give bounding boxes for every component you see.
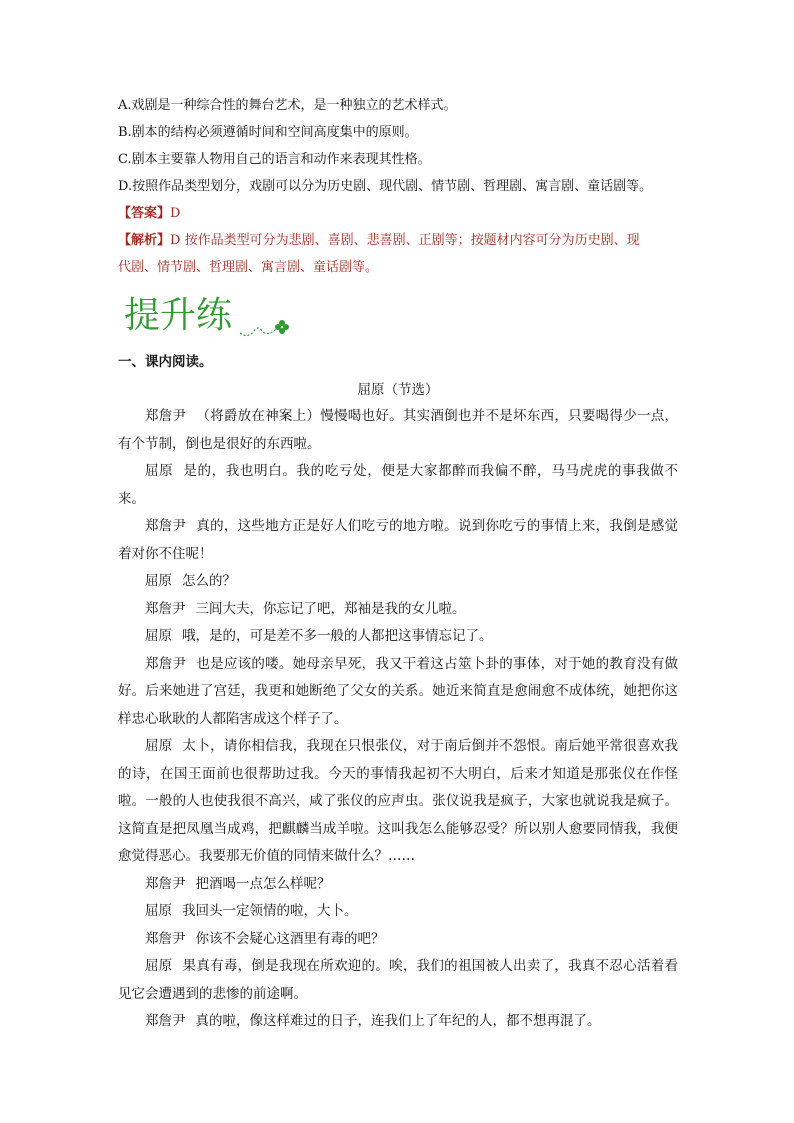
banner-swirl xyxy=(240,328,276,336)
speech: 是的，我也明白。我的吃亏处，便是大家都醉而我偏不醉，马马虎虎的事我做不来。 xyxy=(118,463,679,507)
dialogue-line xyxy=(118,458,678,513)
clover-icon xyxy=(275,320,289,334)
analysis-label: 【解析】 xyxy=(118,233,171,248)
speaker: 屈原 xyxy=(145,628,172,644)
passage-title: 屈原（节选） xyxy=(357,382,439,398)
option-b: B.剧本的结构必须遵循时间和空间高度集中的原则。 xyxy=(118,125,418,140)
dialogue-line xyxy=(118,568,678,596)
speaker: 郑詹尹 xyxy=(145,600,186,617)
speaker: 郑詹尹 xyxy=(145,518,187,534)
speaker: 屈原 xyxy=(145,958,173,974)
dialogue-line xyxy=(118,953,678,1008)
analysis-text-1: D 按作品类型可分为悲剧、喜剧、悲喜剧、正剧等；按题材内容可分为历史剧、现 xyxy=(170,233,640,248)
speaker: 屈原 xyxy=(145,463,174,479)
dialogue-line xyxy=(118,651,678,734)
answer-line xyxy=(118,200,678,227)
speech: 太卜，请你相信我，我现在只恨张仪，对于南后倒并不怨恨。南后她平常很喜欢我的诗，在国王面前也很帮助过我。今天的事情我起初不大明白，后来才知道是那张仪在作怪啦。一般的人也使我很不高兴，咸了张仪的应声虫。张仪说我是疯子，大家也就说我是疯子。这简直是把凤凰当成鸡，把麒麟当成羊啦。这叫我怎么能够忍受？所以别人愈要同情我，我便愈觉得恶心。我要那无价值的同情来做什么？…… xyxy=(118,738,679,864)
speech: 也是应该的喽。她母亲早死，我又干着这占筮卜卦的事体，对于她的教育没有做好。后来她进了宫廷，我更和她断绝了父女的关系。她近来简直是愈闹愈不成体统，她把你这样忠心耿耿的人都陷害成这个样子了。 xyxy=(118,655,679,727)
banner-tishenglian xyxy=(118,285,678,347)
speaker: 屈原 xyxy=(145,573,172,589)
analysis-line-1 xyxy=(118,227,678,254)
speaker: 屈原 xyxy=(145,903,172,919)
analysis-line-2: 代剧、情节剧、哲理剧、寓言剧、童话剧等。 xyxy=(118,260,379,275)
banner-graphic xyxy=(122,285,292,345)
speaker: 郑詹尹 xyxy=(145,875,186,892)
speech: 真的，这些地方正是好人们吃亏的地方啦。说到你吃亏的事情上来，我倒是感觉着对你不住呢！ xyxy=(118,518,679,562)
speaker: 郑詹尹 xyxy=(145,408,187,424)
option-a: A.戏剧是一种综合性的舞台艺术，是一种独立的艺术样式。 xyxy=(118,98,457,113)
answer-label: 【答案】 xyxy=(118,206,171,221)
dialogue-line xyxy=(118,1008,678,1036)
speech: 哦，是的，可是差不多一般的人都把这事情忘记了。 xyxy=(182,628,493,644)
speaker: 屈原 xyxy=(145,738,173,754)
speech: 把酒喝一点怎么样呢？ xyxy=(195,875,331,892)
content-area xyxy=(118,92,678,1036)
answer-value: D xyxy=(170,206,181,221)
speech: 怎么的？ xyxy=(182,573,236,589)
speech: （将爵放在神案上）慢慢喝也好。其实酒倒也并不是坏东西，只要喝得少一点，有个节制，倒也是很好的东西啦。 xyxy=(118,408,679,452)
speaker: 郑詹尹 xyxy=(145,1013,186,1029)
banner-text: 提升练 xyxy=(124,295,233,336)
speech: 我回头一定领情的啦，大卜。 xyxy=(182,903,358,919)
dialogue-line xyxy=(118,513,678,568)
dialogue-line xyxy=(118,926,678,954)
option-d: D.按照作品类型划分，戏剧可以分为历史剧、现代剧、情节剧、哲理剧、寓言剧、童话剧等。 xyxy=(118,179,653,194)
dialogue-line xyxy=(118,871,678,899)
speaker: 郑詹尹 xyxy=(145,655,187,672)
dialogue-line xyxy=(118,403,678,458)
speech: 你该不会疑心这酒里有毒的吧？ xyxy=(195,930,385,947)
dialogue-line xyxy=(118,623,678,651)
dialogue-line xyxy=(118,596,678,624)
dialogue-line xyxy=(118,898,678,926)
option-c: C.剧本主要靠人物用自己的语言和动作来表现其性格。 xyxy=(118,152,431,167)
speaker: 郑詹尹 xyxy=(145,930,186,947)
speech: 果真有毒，倒是我现在所欢迎的。唉，我们的祖国被人出卖了，我真不忍心活着看见它会遭遇到的悲惨的前途啊。 xyxy=(118,958,679,1002)
dialogue-line xyxy=(118,733,678,871)
speech: 真的啦，像这样难过的日子，连我们上了年纪的人，都不想再混了。 xyxy=(195,1013,601,1029)
section-title: 一、课内阅读。 xyxy=(118,354,213,370)
speech: 三闾大夫，你忘记了吧，郑袖是我的女儿啦。 xyxy=(195,600,466,617)
